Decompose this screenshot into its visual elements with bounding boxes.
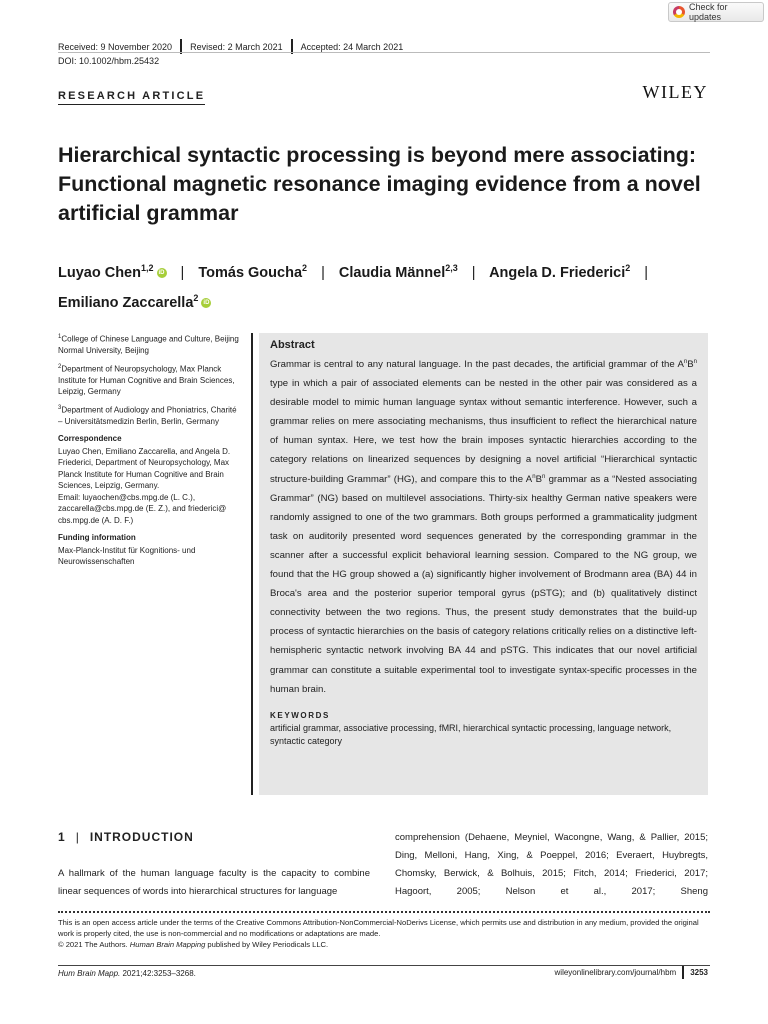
author-name[interactable]: Tomás Goucha [198, 264, 303, 281]
funding-text: Max-Planck-Institut für Kognitions- und Neurowissenschaften [58, 545, 196, 567]
check-for-updates-label: Check for updates [689, 2, 728, 22]
author-separator: | [180, 264, 185, 281]
section-number: 1 [58, 830, 66, 844]
journal-citation: Hum Brain Mapp. 2021;42:3253–3268. [58, 969, 196, 978]
received-date: Received: 9 November 2020 [58, 41, 173, 52]
section-title: INTRODUCTION [89, 830, 194, 844]
orcid-icon[interactable]: iD [158, 270, 165, 276]
accepted-date: Accepted: 24 March 2021 [300, 41, 404, 52]
body-text-right: comprehension (Dehaene, Meyniel, Wacongne, Wang, & Pallier, 2015; Ding, Melloni, Hang, Xing, & Poeppel, 2016; Everaert, Huybregts, Chomsky, Berwick, & Bolhuis, 2015; Fitch, 2014; Friederici, 2017; Hagoort, 2005; Nelson et al., 2017; Sheng [395, 832, 708, 897]
author-name[interactable]: Emiliano Zaccarella [58, 294, 194, 311]
header-divider [58, 52, 710, 53]
section-heading [58, 830, 194, 844]
publisher-logo: WILEY [642, 82, 708, 102]
revised-date: Revised: 2 March 2021 [190, 41, 283, 52]
abstract-text: Grammar is central to any natural language. In the past decades, the artificial grammar of the $A^nB^n$ type in which a pair of associated elements can be nested in the other pair was considered as a desirable model to mimic human language syntax without semantic interference. However, such a grammar relies on mere associating mechanisms, thus insufficient to reflect the hierarchical nature of human syntax. Here, we test how the brain imposes syntactic hierarchies according to the category relations on linearized sequences by designing a novel artificial “Hierarchical syntactic structure-building Grammar” (HG), and compare this to the $A^nB^n$ grammar as a “Nested associating Grammar” (NG) based on multilevel associations. Thirty-six healthy German native speakers were randomly assigned to one of the two grammars. Both groups performed a grammaticality judgment task on auditorily presented word sequences generated by the corresponding grammar in the scanner after a successful explicit behavioral learning session. Compared to the NG group, we found that the HG group showed a (a) significantly higher involvement of Brodmann area (BA) 44 in Broca's area and the posterior superior temporal gyrus (pSTG); and (b) qualitatively distinct connectivity between the two regions. Thus, the present study demonstrates that the build-up process of syntactic hierarchies on the basis of category relations critically relies on a distinctive left-hemispheric syntactic network involving BA 44 and pSTG. This indicates that our novel artificial grammar can constitute a suitable experimental tool to investigate syntax-specific processes in the human brain. [270, 358, 698, 695]
funding-heading: Funding information [58, 533, 136, 543]
license-notice [58, 917, 708, 950]
author-affiliation: 2,3 [445, 263, 458, 273]
article-type: RESEARCH ARTICLE [58, 90, 205, 105]
keywords-heading: KEYWORDS [270, 710, 330, 720]
affiliation: $^1$College of Chinese Language and Culture, Beijing Normal University, Beijing [58, 334, 239, 356]
article-info-sidebar [58, 332, 243, 568]
author-separator: | [471, 264, 476, 281]
affiliation: $^3$Department of Audiology and Phoniatrics, Charité – Universitätsmedizin Berlin, Berlin, Germany [58, 404, 237, 426]
section-separator: | [75, 830, 80, 844]
journal-url[interactable]: wileyonlinelibrary.com/journal/hbm [554, 968, 677, 977]
author-name[interactable]: Claudia Männel [338, 264, 446, 281]
footnote-divider [58, 911, 710, 913]
doi[interactable]: DOI: 10.1002/hbm.25432 [58, 56, 160, 66]
abstract-heading: Abstract [270, 339, 315, 351]
orcid-icon[interactable]: iD [203, 299, 210, 306]
author-name[interactable]: Angela D. Friederici [489, 264, 626, 281]
author-separator: | [644, 264, 649, 281]
body-text-left: A hallmark of the human language faculty is the capacity to combine linear sequences of words into hierarchical structures for language [58, 868, 370, 897]
author-separator: | [321, 264, 325, 281]
author-affiliation: 2 [302, 263, 308, 273]
affiliation: $^2$Department of Neuropsychology, Max Planck Institute for Human Cognitive and Brain Sciences, Leipzig, Germany [58, 363, 235, 397]
check-for-updates-button[interactable] [668, 2, 764, 22]
correspondence-text: Luyao Chen, Emiliano Zaccarella, and Angela D. Friederici, Department of Neuropsychology, Max Planck Institute for Human Cognitive and Brain Sciences, Leipzig, Germany. [58, 446, 231, 491]
keywords-text: artificial grammar, associative processing, fMRI, hierarchical syntactic processing, language network, syntactic category [270, 722, 672, 746]
author-name[interactable]: Luyao Chen [58, 264, 141, 281]
license-text: This is an open access article under the terms of the Creative Commons Attribution-NonCommercial-NoDerivs License, which permits use and distribution in any medium, provided the original work is properly cited, the use is non-commercial and no modifications or adaptations are made. [58, 918, 699, 938]
author-affiliation: 1,2 [140, 263, 154, 273]
author-affiliation: 2 [625, 263, 631, 273]
footer-separator [682, 966, 684, 979]
crossmark-icon [673, 6, 685, 18]
copyright-text: © 2021 The Authors. Human Brain Mapping published by Wiley Periodicals LLC. [58, 940, 329, 949]
correspondence-email[interactable]: Email: luyaochen@cbs.mpg.de (L. C.), zaccarella@cbs.mpg.de (E. Z.), and friederici@ cbs.mpg.de (A. D. F.) [58, 492, 227, 525]
sidebar-divider [251, 333, 253, 795]
article-title: Hierarchical syntactic processing is beyond mere associating: Functional magnetic resonance imaging evidence from a novel artificial grammar [58, 143, 701, 225]
correspondence-heading: Correspondence [58, 434, 122, 444]
footer-right [555, 966, 708, 979]
page-number: 3253 [690, 968, 708, 977]
author-affiliation: 2 [193, 292, 199, 303]
author-list [58, 256, 718, 316]
abstract-panel [259, 333, 708, 795]
